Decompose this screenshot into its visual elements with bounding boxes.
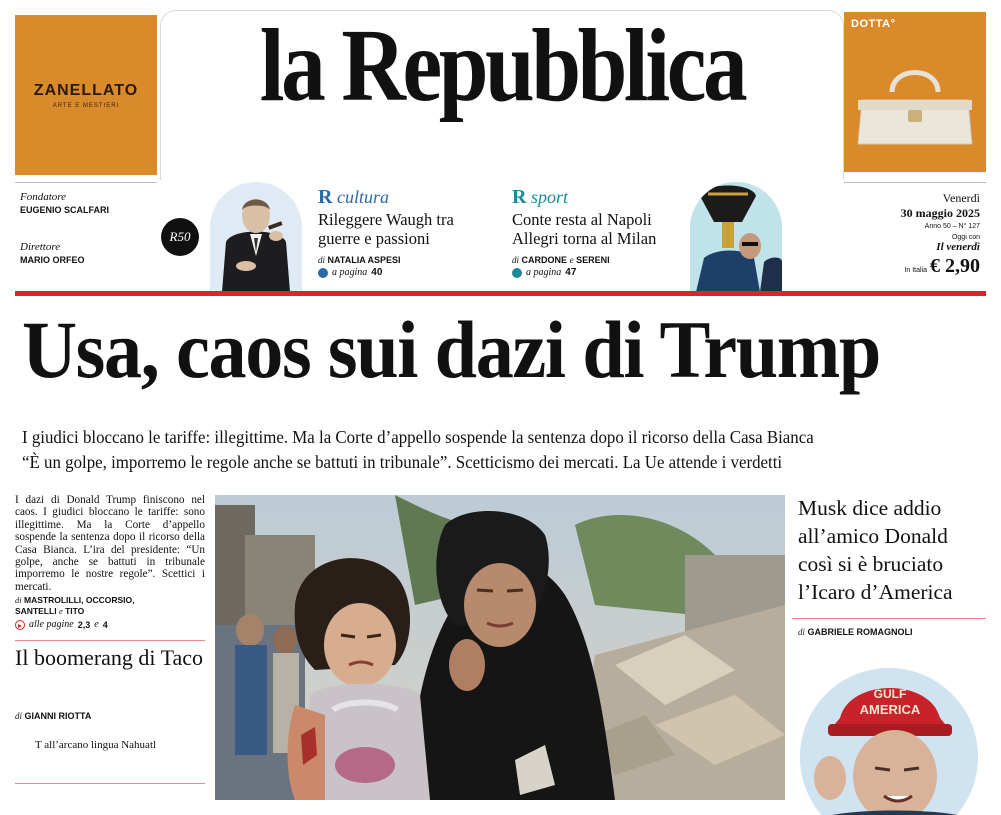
- lead-article-page-ref[interactable]: [15, 619, 205, 630]
- founder-label: Fondatore: [20, 191, 67, 203]
- lead-article-summary: I dazi di Donald Trump finiscono nel caos. I giudici bloccano le tariffe: sono illegittime. Ma la Corte d’appello sospende la sentenza dopo il ricorso della Casa Bianca. L’ira del presidente: “Un golpe, anche se battuti in tribunale imporremo le nostre regole”. Scettici i mercati.: [15, 494, 205, 593]
- price-label: In Italia: [904, 267, 927, 274]
- byline-author: GABRIELE ROMAGNOLI: [807, 627, 913, 637]
- director-label: Direttore: [20, 241, 61, 253]
- zanellato-advert[interactable]: [15, 15, 157, 175]
- pages-b: 4: [102, 619, 108, 630]
- main-subhead: [22, 425, 953, 475]
- edition-day: Venerdì: [942, 191, 980, 205]
- handbag-illustration: [854, 52, 976, 162]
- column-divider: [15, 640, 205, 641]
- musk-portrait[interactable]: [800, 668, 978, 815]
- main-headline[interactable]: Usa, caos sui dazi di Trump: [22, 304, 880, 395]
- arrow-right-icon: [15, 620, 25, 630]
- edition-info-box: [844, 182, 986, 290]
- byline-author-2: SERENI: [576, 255, 610, 265]
- edition-date: 30 maggio 2025: [900, 206, 980, 220]
- page-prefix: a pagina: [526, 267, 562, 278]
- left-column: [15, 494, 205, 751]
- byline-authors-1: MASTROLILLI, OCCORSIO,: [24, 595, 135, 606]
- r50-anniversary-badge: R50: [161, 218, 199, 256]
- teaser-cultura[interactable]: [210, 182, 500, 292]
- teaser-sport[interactable]: [500, 182, 790, 292]
- byline-join: e: [58, 606, 63, 617]
- byline-join: e: [569, 255, 574, 265]
- supplement-name: Il venerdì: [936, 241, 980, 253]
- next-item-fragment: T all’arcano lingua Nahuatl: [35, 739, 157, 752]
- director-name: MARIO ORFEO: [20, 255, 85, 265]
- page-number: 47: [565, 267, 577, 278]
- byline-author: NATALIA ASPESI: [327, 255, 401, 265]
- boomerang-headline[interactable]: Il boomerang di Taco: [15, 645, 204, 671]
- cap-text-america: AMERICA: [859, 702, 921, 717]
- price-row: [844, 255, 980, 278]
- teaser-page-ref[interactable]: [512, 267, 687, 278]
- teaser-page-ref[interactable]: [318, 267, 498, 278]
- pages-prefix: alle pagine: [29, 619, 74, 631]
- right-column: [792, 494, 986, 637]
- column-divider: [15, 783, 205, 784]
- arrow-right-icon: [512, 268, 522, 278]
- dotta-advert[interactable]: [844, 12, 986, 172]
- pages-join: e: [94, 619, 99, 631]
- byline-prefix: di: [512, 255, 520, 265]
- masthead-red-rule: [15, 291, 986, 296]
- section-sport: [512, 186, 687, 209]
- byline-prefix: di: [798, 627, 806, 637]
- lead-article-byline: [15, 595, 205, 617]
- founder-name: EUGENIO SCALFARI: [20, 205, 110, 215]
- byline-prefix: di: [15, 595, 22, 606]
- boomerang-byline: [15, 711, 205, 721]
- pages-a: 2,3: [77, 619, 91, 630]
- subhead-line-2: “È un golpe, imporremo le regole anche se battuti in tribunale”. Scetticismo dei mercati. La Ue attende i verdetti: [22, 452, 783, 472]
- arrow-right-icon: [318, 268, 328, 278]
- newspaper-masthead: la Repubblica: [259, 8, 745, 123]
- supplement-label: Oggi con: [951, 234, 980, 241]
- subhead-line-1: I giudici bloccano le tariffe: illegittime. Ma la Corte d’appello sospende la sentenza dopo il ricorso della Casa Bianca: [22, 427, 814, 447]
- column-divider: [792, 618, 986, 619]
- byline-prefix: di: [318, 255, 326, 265]
- allegri-trophy-photo: [690, 182, 782, 292]
- waugh-portrait: [210, 182, 302, 292]
- gaza-lead-photo[interactable]: [215, 495, 785, 800]
- teaser-title[interactable]: Conte resta al Napoli Allegri torna al Milan: [512, 210, 657, 248]
- musk-byline: [792, 627, 986, 637]
- cap-text-gulf: GULF: [873, 687, 907, 701]
- byline-author-tito: TITO: [65, 606, 85, 617]
- section-name: cultura: [336, 187, 389, 207]
- masthead-staff-box: [15, 182, 157, 290]
- section-r-mark: R: [512, 186, 527, 208]
- teaser-byline: [318, 255, 498, 265]
- teaser-byline: [512, 255, 687, 265]
- byline-author-1: CARDONE: [521, 255, 568, 265]
- teaser-title[interactable]: Rileggere Waugh tra guerre e passioni: [318, 210, 454, 248]
- advert-brand: ZANELLATO: [33, 81, 139, 99]
- page-number: 40: [371, 267, 383, 278]
- edition-issue: Anno 50 – N° 127: [924, 223, 980, 230]
- cover-price: € 2,90: [930, 255, 980, 277]
- section-r-mark: R: [318, 186, 333, 208]
- byline-author-santelli: SANTELLI: [15, 606, 57, 617]
- page-prefix: a pagina: [332, 267, 368, 278]
- section-cultura: [318, 186, 498, 209]
- advert-tagline: ARTE E MESTIERI: [52, 102, 120, 109]
- advert-brand: DOTTA°: [851, 18, 896, 30]
- byline-author: GIANNI RIOTTA: [24, 711, 92, 722]
- byline-prefix: di: [15, 711, 23, 722]
- musk-headline[interactable]: Musk dice addio all’amico Donald così si è bruciato l’Icaro d’America: [798, 496, 953, 604]
- section-name: sport: [530, 187, 568, 207]
